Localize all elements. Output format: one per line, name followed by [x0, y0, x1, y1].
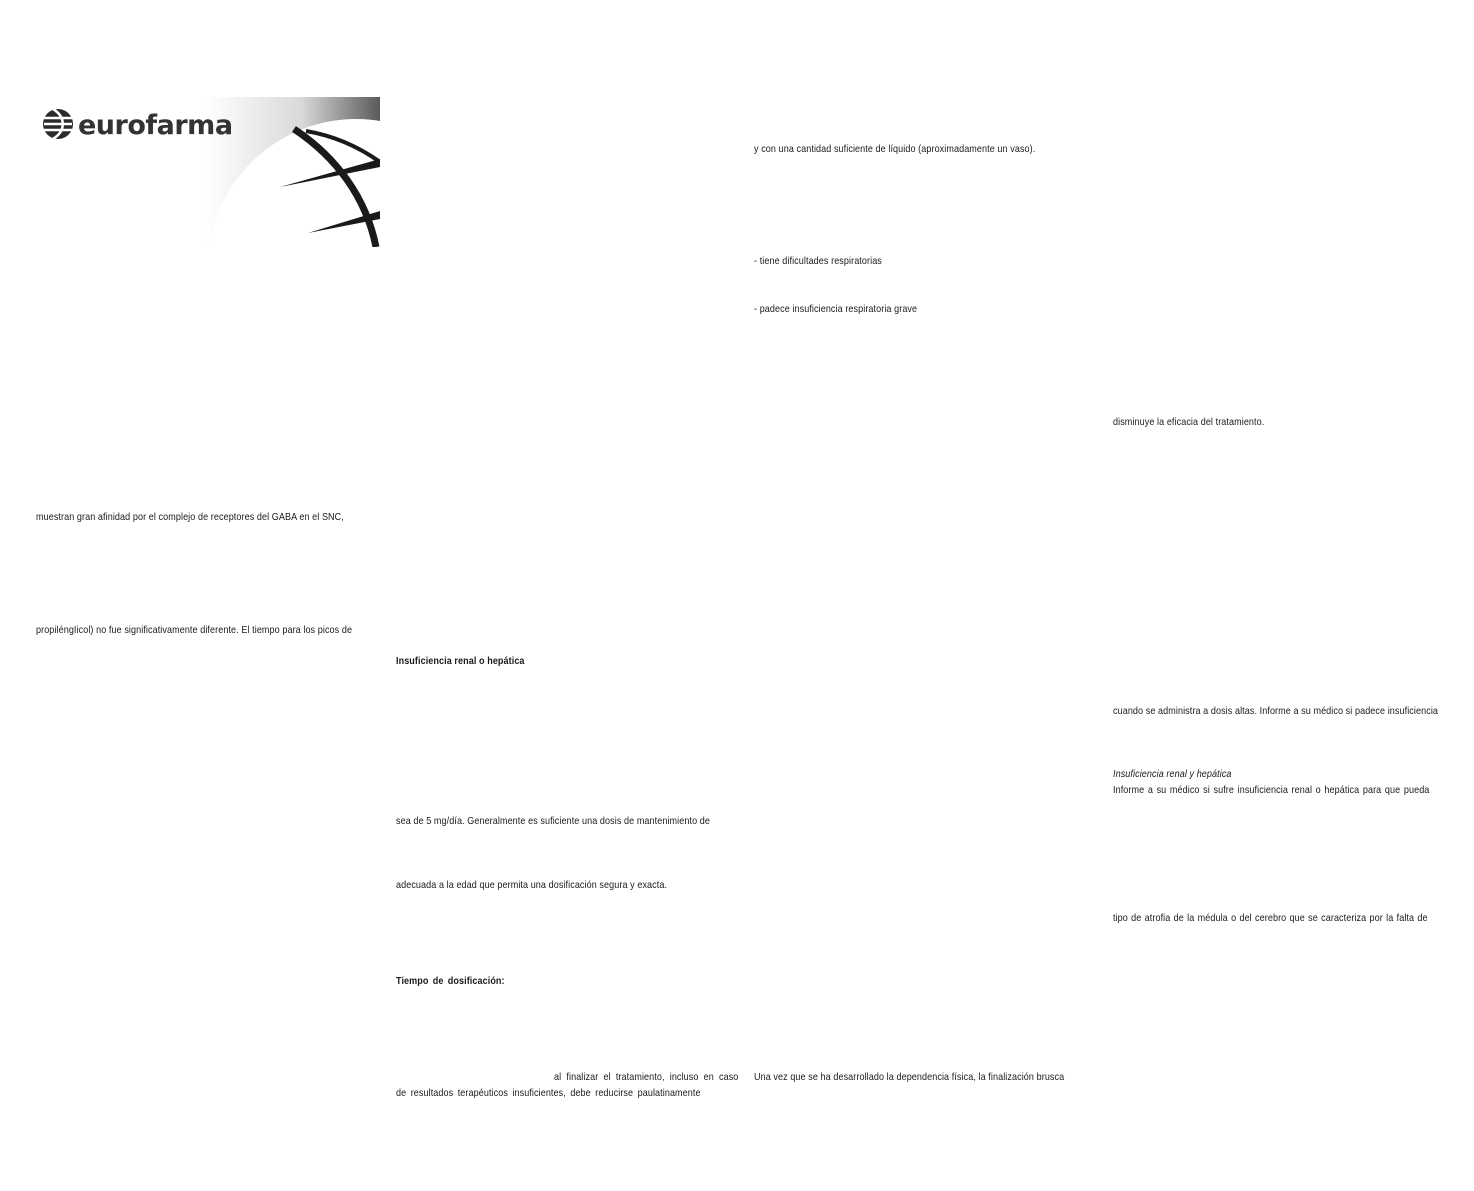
text-propilenglicol: propiléngIicol) no fue significativamente diferente. El tiempo para los picos de: [36, 624, 353, 636]
text-dosis-altas: cuando se administra a dosis altas. Informe a su médico si padece insuficiencia: [1113, 705, 1439, 717]
text-dosificacion-segura: adecuada a la edad que permita una dosificación segura y exacta.: [396, 879, 668, 891]
text-dosis-mantenimiento: sea de 5 mg/día. Generalmente es suficiente una dosis de mantenimiento de: [396, 815, 710, 827]
heading-tiempo-dosificacion: Tiempo de dosificación:: [396, 975, 505, 987]
text-gaba-affinity: muestran gran afinidad por el complejo de receptores del GABA en el SNC,: [36, 511, 344, 523]
subheading-insuficiencia-renal-hepatica: Insuficiencia renal y hepática: [1113, 768, 1232, 780]
list-item-dificultades-respiratorias: - tiene dificultades respiratorias: [754, 255, 882, 267]
text-cantidad-liquido: y con una cantidad suficiente de líquido (aproximadamente un vaso).: [754, 143, 1036, 155]
eurofarma-logo: [36, 97, 380, 247]
text-finalizar-tratamiento: al finalizar el tratamiento, incluso en caso: [553, 1071, 738, 1083]
text-atrofia-medula: tipo de atrofia de la médula o del cerebro que se caracteriza por la falta de: [1113, 912, 1428, 924]
text-informe-medico: Informe a su médico si sufre insuficiencia renal o hepática para que pueda: [1113, 784, 1430, 796]
brand-globe-icon: [43, 109, 73, 139]
list-item-insuficiencia-respiratoria: - padece insuficiencia respiratoria grave: [754, 303, 918, 315]
text-eficacia-tratamiento: disminuye la eficacia del tratamiento.: [1113, 416, 1265, 428]
text-dependencia-fisica: Una vez que se ha desarrollado la dependencia física, la finalización brusca: [754, 1071, 1065, 1083]
brand-wordmark: eurofarma: [78, 110, 233, 141]
heading-insuficiencia-renal: Insuficiencia renal o hepática: [396, 655, 525, 667]
text-resultados-terapeuticos: de resultados terapéuticos insuficientes, debe reducirse paulatinamente: [396, 1087, 701, 1099]
